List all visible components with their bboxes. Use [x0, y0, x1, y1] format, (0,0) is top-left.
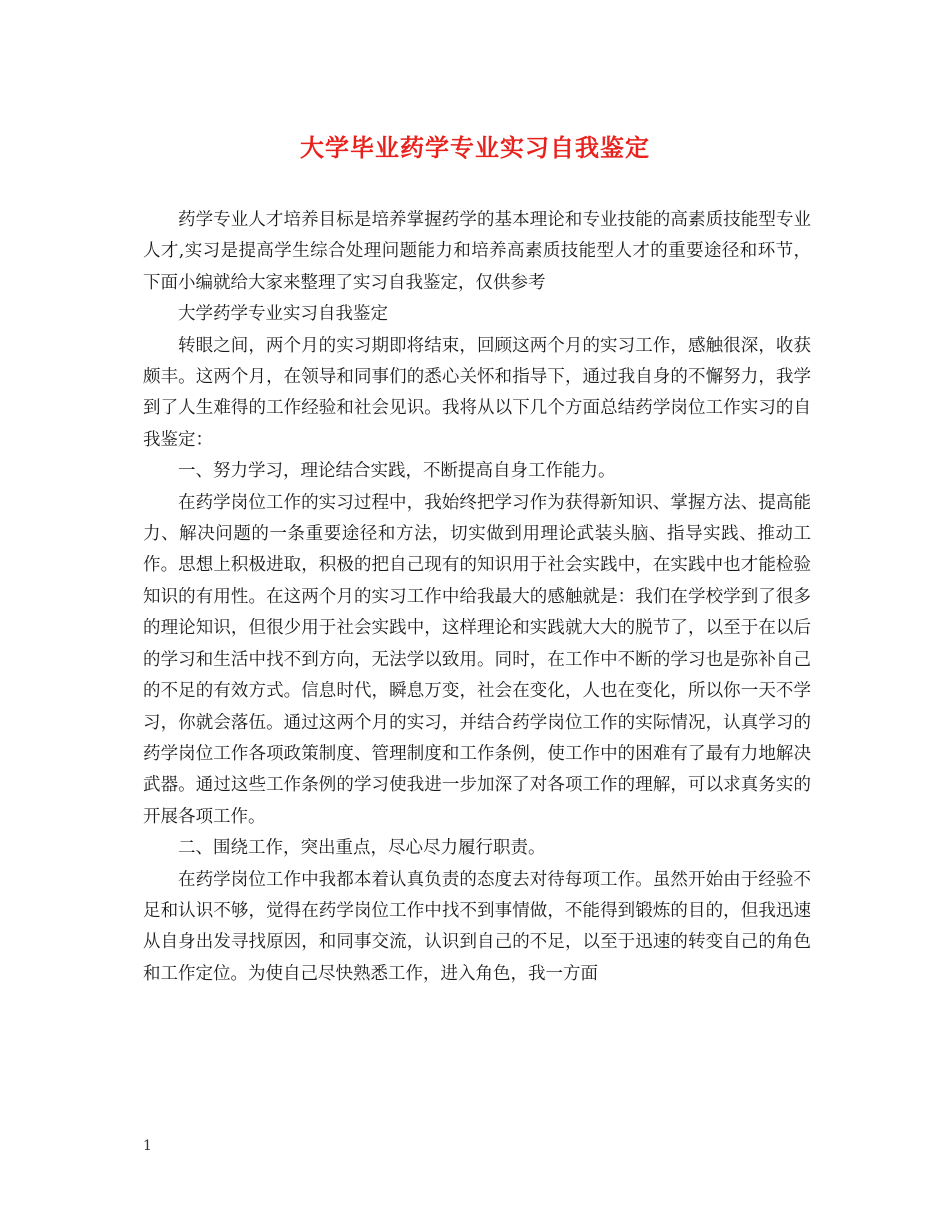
- section-heading-one: 一、努力学习，理论结合实践，不断提高自身工作能力。: [178, 461, 616, 482]
- paragraph-section-two: 在药学岗位工作中我都本着认真负责的态度去对待每项工作。虽然开始由于经验不足和认识不够，觉得在药学岗位工作中找不到事情做，不能得到锻炼的目的，但我迅速从自身出发寻找原因，和同事交流，认识到自己的不足，以至于迅速的转变自己的角色和工作定位。为使自己尽快熟悉工作，进入角色，我一方面: [143, 869, 811, 984]
- document-title: 大学毕业药学专业实习自我鉴定: [300, 134, 650, 162]
- document-body: [143, 205, 811, 990]
- section-heading-two: 二、围绕工作，突出重点，尽心尽力履行职责。: [178, 838, 546, 859]
- paragraph-summary: 转眼之间，两个月的实习期即将结束，回顾这两个月的实习工作，感触很深，收获颇丰。这两个月，在领导和同事们的悉心关怀和指导下，通过我自身的不懈努力，我学到了人生难得的工作经验和社会见识。我将从以下几个方面总结药学岗位工作实习的自我鉴定：: [143, 335, 811, 450]
- paragraph-subtitle: 大学药学专业实习自我鉴定: [178, 304, 388, 325]
- page-number: 1: [143, 1138, 152, 1154]
- paragraph-section-one: 在药学岗位工作的实习过程中，我始终把学习作为获得新知识、掌握方法、提高能力、解决问题的一条重要途径和方法，切实做到用理论武装头脑、指导实践、推动工作。思想上积极进取，积极的把自己现有的知识用于社会实践中，在实践中也才能检验知识的有用性。在这两个月的实习工作中给我最大的感触就是：我们在学校学到了很多的理论知识，但很少用于社会实践中，这样理论和实践就大大的脱节了，以至于在以后的学习和生活中找不到方向，无法学以致用。同时，在工作中不断的学习也是弥补自己的不足的有效方式。信息时代，瞬息万变，社会在变化，人也在变化，所以你一天不学习，你就会落伍。通过这两个月的实习，并结合药学岗位工作的实际情况，认真学习的药学岗位工作各项政策制度、管理制度和工作条例，使工作中的困难有了最有力地解决武器。通过这些工作条例的学习使我进一步加深了对各项工作的理解，可以求真务实的开展各项工作。: [143, 492, 811, 827]
- paragraph-intro: 药学专业人才培养目标是培养掌握药学的基本理论和专业技能的高素质技能型专业人才,实习是提高学生综合处理问题能力和培养高素质技能型人才的重要途径和环节，下面小编就给大家来整理了实习自我鉴定，仅供参考: [143, 210, 811, 293]
